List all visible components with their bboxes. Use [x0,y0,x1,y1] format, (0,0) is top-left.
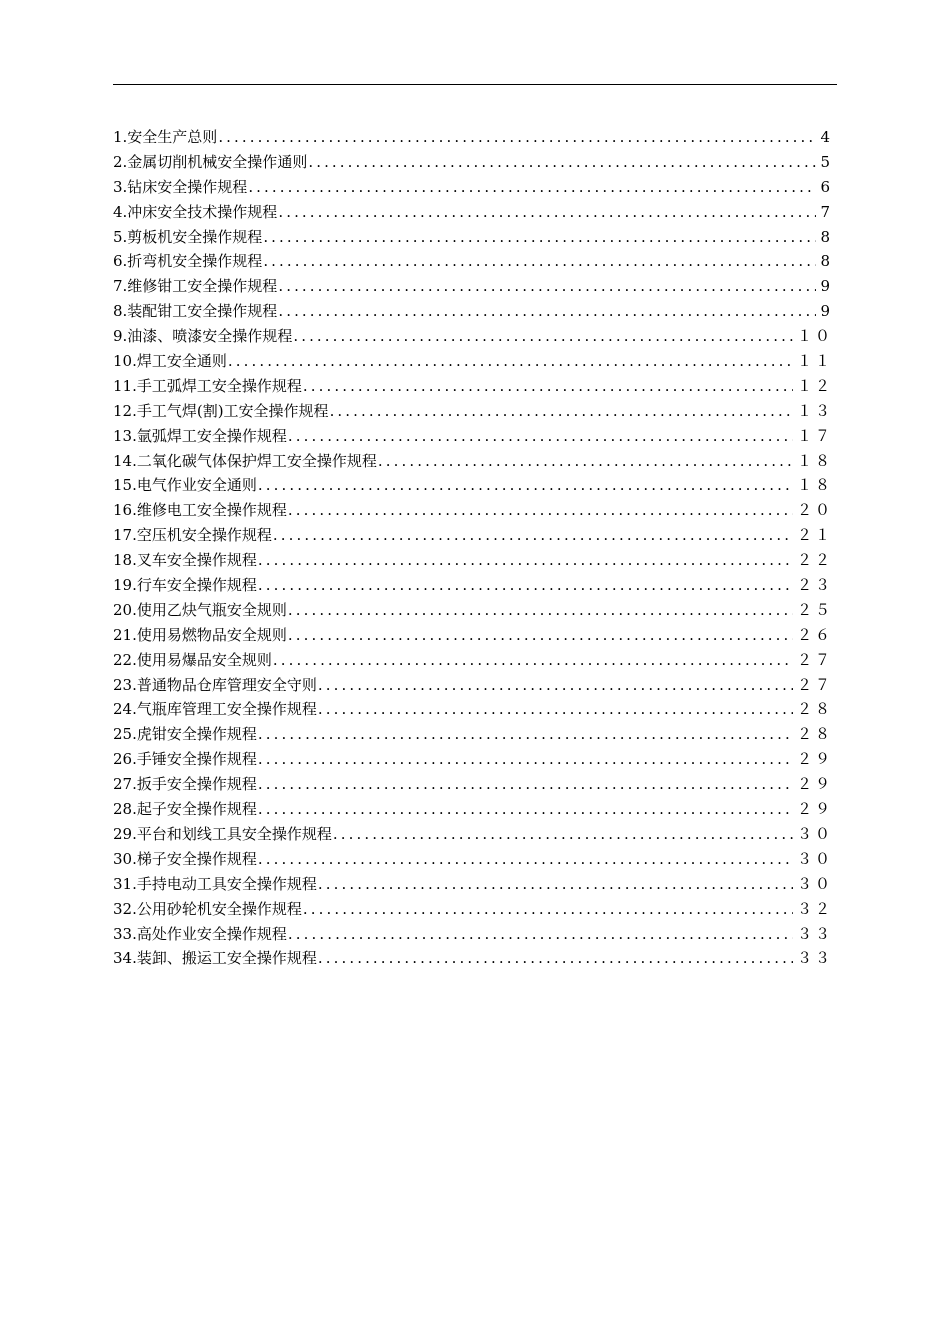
table-of-contents [113,125,833,971]
toc-entry-title: 13.氩弧焊工安全操作规程 [113,426,287,445]
toc-dot-leader [263,249,816,274]
toc-entry-page-number: ２８ [796,700,833,719]
toc-entry[interactable] [113,299,833,324]
toc-dot-leader [288,424,793,449]
toc-dot-leader [258,722,793,747]
toc-entry[interactable] [113,872,833,897]
toc-entry-title: 7.维修钳工安全操作规程 [113,277,278,296]
toc-entry-page-number: ２２ [796,551,833,570]
toc-dot-leader [258,473,793,498]
toc-entry-page-number: １７ [796,426,833,445]
toc-entry[interactable] [113,922,833,947]
toc-entry-page-number: ３３ [796,924,833,943]
toc-entry-page-number: １８ [796,476,833,495]
toc-entry[interactable] [113,573,833,598]
toc-entry-page-number: 7 [820,202,833,221]
toc-entry[interactable] [113,673,833,698]
toc-entry[interactable] [113,598,833,623]
toc-entry[interactable] [113,399,833,424]
toc-dot-leader [248,175,816,200]
toc-entry-title: 14.二氧化碳气体保护焊工安全操作规程 [113,451,377,470]
toc-entry[interactable] [113,548,833,573]
toc-entry-page-number: ２７ [796,675,833,694]
toc-entry-title: 31.手持电动工具安全操作规程 [113,874,317,893]
toc-dot-leader [288,922,793,947]
toc-dot-leader [308,150,816,175]
header-rule [113,84,837,85]
toc-entry-title: 22.使用易爆品安全规则 [113,650,272,669]
toc-entry[interactable] [113,125,833,150]
toc-entry[interactable] [113,249,833,274]
toc-dot-leader [333,822,793,847]
toc-entry[interactable] [113,697,833,722]
toc-entry[interactable] [113,225,833,250]
toc-entry-title: 15.电气作业安全通则 [113,476,257,495]
toc-entry-title: 29.平台和划线工具安全操作规程 [113,824,332,843]
toc-entry-page-number: １０ [796,327,833,346]
toc-entry-title: 10.焊工安全通则 [113,352,227,371]
toc-dot-leader [258,573,793,598]
toc-entry[interactable] [113,324,833,349]
toc-entry-title: 32.公用砂轮机安全操作规程 [113,899,302,918]
toc-dot-leader [293,324,793,349]
toc-entry[interactable] [113,349,833,374]
toc-entry-page-number: 9 [820,302,833,321]
toc-entry[interactable] [113,747,833,772]
toc-dot-leader [288,598,793,623]
toc-dot-leader [318,673,793,698]
toc-entry-title: 16.维修电工安全操作规程 [113,501,287,520]
toc-entry[interactable] [113,772,833,797]
toc-entry[interactable] [113,200,833,225]
toc-entry-page-number: ３０ [796,874,833,893]
toc-entry-title: 30.梯子安全操作规程 [113,849,257,868]
toc-dot-leader [258,797,793,822]
toc-entry[interactable] [113,822,833,847]
toc-entry[interactable] [113,150,833,175]
toc-dot-leader [278,299,816,324]
toc-entry-title: 27.扳手安全操作规程 [113,775,257,794]
toc-entry-title: 1.安全生产总则 [113,128,218,146]
toc-entry-title: 19.行车安全操作规程 [113,576,257,595]
toc-entry-page-number: 5 [820,152,833,171]
toc-dot-leader [318,872,793,897]
toc-entry-page-number: ３０ [796,849,833,868]
toc-entry-title: 24.气瓶库管理工安全操作规程 [113,700,317,719]
toc-entry-title: 6.折弯机安全操作规程 [113,252,263,271]
toc-entry[interactable] [113,424,833,449]
toc-dot-leader [258,772,793,797]
toc-entry-page-number: 8 [820,227,833,246]
toc-entry-title: 26.手锤安全操作规程 [113,750,257,769]
toc-entry-page-number: ２９ [796,775,833,794]
toc-entry-page-number: ２３ [796,576,833,595]
toc-entry-title: 34.装卸、搬运工安全操作规程 [113,949,317,968]
toc-dot-leader [278,274,816,299]
toc-entry-page-number: １１ [796,352,833,371]
toc-entry-page-number: 9 [820,277,833,296]
toc-entry-page-number: ３０ [796,824,833,843]
toc-entry-title: 8.装配钳工安全操作规程 [113,302,278,321]
toc-entry-title: 18.叉车安全操作规程 [113,551,257,570]
toc-entry-page-number: １３ [796,401,833,420]
toc-dot-leader [258,747,793,772]
toc-entry[interactable] [113,648,833,673]
toc-entry[interactable] [113,473,833,498]
toc-entry-page-number: ３２ [796,899,833,918]
toc-dot-leader [303,897,793,922]
toc-dot-leader [273,523,793,548]
toc-dot-leader [330,399,793,424]
toc-dot-leader [263,225,816,250]
toc-dot-leader [288,623,793,648]
toc-entry-title: 11.手工弧焊工安全操作规程 [113,376,302,395]
toc-entry-title: 2.金属切削机械安全操作通则 [113,152,308,171]
toc-entry-page-number: １８ [796,451,833,470]
toc-dot-leader [228,349,793,374]
toc-entry-page-number: ２０ [796,501,833,520]
toc-entry-page-number: ２９ [796,800,833,819]
toc-dot-leader [258,548,793,573]
toc-dot-leader [218,125,816,150]
toc-entry-title: 23.普通物品仓库管理安全守则 [113,675,317,694]
toc-entry-title: 4.冲床安全技术操作规程 [113,202,278,221]
toc-dot-leader [318,946,793,971]
toc-dot-leader [378,449,793,474]
toc-entry-title: 20.使用乙炔气瓶安全规则 [113,600,287,619]
toc-entry-title: 3.钻床安全操作规程 [113,177,248,196]
toc-entry-page-number: ３３ [796,949,833,968]
toc-dot-leader [288,498,793,523]
toc-entry[interactable] [113,847,833,872]
toc-entry-page-number: 8 [820,252,833,271]
toc-entry[interactable] [113,274,833,299]
toc-entry-page-number: ２１ [796,526,833,545]
toc-entry-title: 25.虎钳安全操作规程 [113,725,257,744]
toc-entry[interactable] [113,523,833,548]
toc-entry[interactable] [113,946,833,971]
toc-entry-page-number: ２８ [796,725,833,744]
toc-dot-leader [303,374,793,399]
toc-entry-title: 5.剪板机安全操作规程 [113,227,263,246]
toc-entry-title: 9.油漆、喷漆安全操作规程 [113,327,293,346]
toc-entry-title: 28.起子安全操作规程 [113,800,257,819]
toc-entry-page-number: ２６ [796,625,833,644]
toc-entry-page-number: 6 [820,177,833,196]
toc-entry-page-number: ２５ [796,600,833,619]
toc-entry-page-number: 4 [820,128,833,146]
toc-entry[interactable] [113,449,833,474]
toc-dot-leader [278,200,816,225]
toc-entry[interactable] [113,498,833,523]
toc-entry[interactable] [113,374,833,399]
toc-entry[interactable] [113,897,833,922]
toc-entry-page-number: ２９ [796,750,833,769]
toc-entry[interactable] [113,797,833,822]
toc-entry-title: 21.使用易燃物品安全规则 [113,625,287,644]
toc-entry-title: 17.空压机安全操作规程 [113,526,272,545]
toc-dot-leader [258,847,793,872]
toc-entry-title: 12.手工气焊(割)工安全操作规程 [113,401,329,420]
toc-entry[interactable] [113,623,833,648]
toc-dot-leader [318,697,793,722]
toc-entry-page-number: ２７ [796,650,833,669]
toc-entry-title: 33.高处作业安全操作规程 [113,924,287,943]
toc-entry-page-number: １２ [796,376,833,395]
toc-dot-leader [273,648,793,673]
toc-entry[interactable] [113,722,833,747]
toc-entry[interactable] [113,175,833,200]
